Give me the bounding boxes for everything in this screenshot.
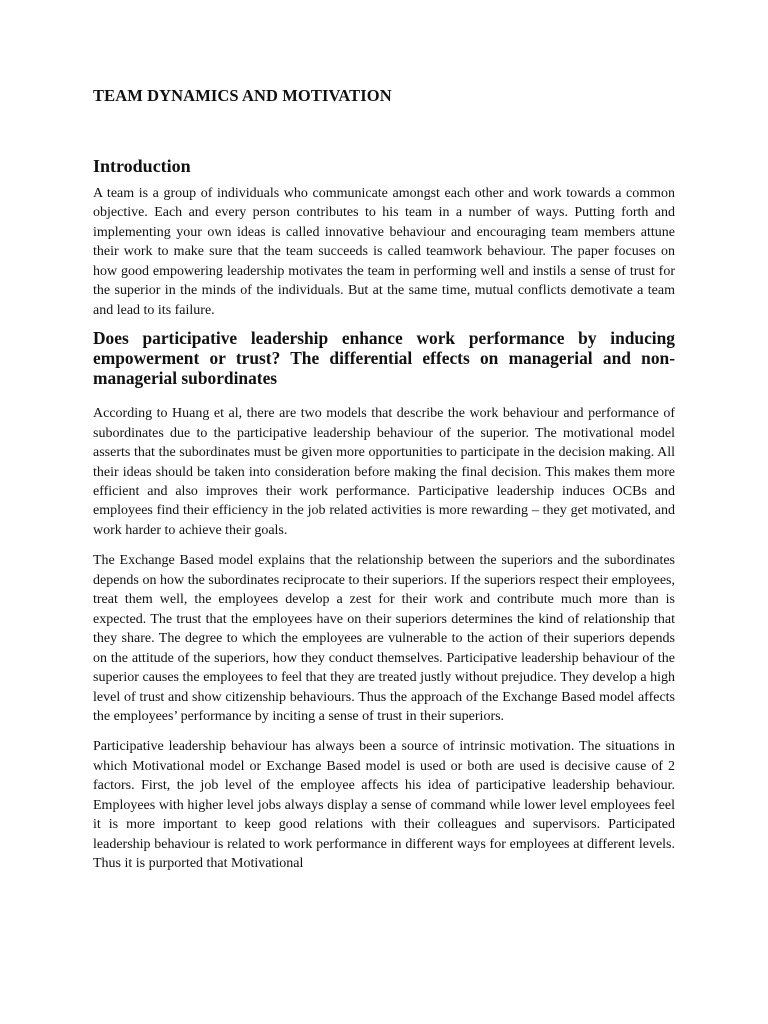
study-paragraph-exchange-model: The Exchange Based model explains that the relationship between the superiors and the subordinates depends on how the subordinates reciprocate to their superiors. If the superiors respect their employees, treat them well, the employees develop a zest for their work and contribute much more than is expected. The trust that the employees have on their superiors determines the kind of relationship that they share. The degree to which the employees are vulnerable to the action of their superiors depends on the attitude of the superiors, how they conduct themselves. Participative leadership behaviour of the superior causes the employees to feel that they are treated justly without prejudice. They develop a high level of trust and show citizenship behaviours. Thus the approach of the Exchange Based model affects the employees’ performance by inciting a sense of trust in their superiors. bbox=[93, 553, 675, 724]
study-heading: Does participative leadership enhance work performance by inducing empowerment or trust? The differential effects on managerial and non-managerial subordinates bbox=[93, 328, 675, 389]
study-paragraph-intrinsic-motivation: Participative leadership behaviour has always been a source of intrinsic motivation. The situations in which Motivational model or Exchange Based model is used or both are used is decisive cause of 2 factors. First, the job level of the employee affects his idea of participative leadership behaviour. Employees with higher level jobs always display a sense of command while lower level employees feel it is more important to keep good relations with their colleagues and supervisors. Participated leadership behaviour is related to work performance in different ways for employees at different levels. Thus it is purported that Motivational bbox=[93, 739, 675, 872]
document-page bbox=[93, 84, 675, 874]
document-title: TEAM DYNAMICS AND MOTIVATION bbox=[93, 86, 392, 105]
study-paragraph-models: According to Huang et al, there are two models that describe the work behaviour and performance of subordinates due to the participative leadership behaviour of the superior. The motivational model asserts that the subordinates must be given more opportunities to participate in the decision making. All their ideas should be taken into consideration before making the final decision. This makes them more efficient and also improves their work performance. Participative leadership induces OCBs and employees find their efficiency in the job related activities is more rewarding – they get motivated, and work harder to achieve their goals. bbox=[93, 406, 675, 538]
introduction-heading: Introduction bbox=[93, 156, 191, 176]
introduction-paragraph: A team is a group of individuals who communicate amongst each other and work towards a common objective. Each and every person contributes to his team in a number of ways. Putting forth and implementing your own ideas is called innovative behaviour and encouraging team members attune their work to make sure that the team succeeds is called teamwork behaviour. The paper focuses on how good empowering leadership motivates the team in performing well and instils a sense of trust for the superior in the minds of the individuals. But at the same time, mutual conflicts demotivate a team and lead to its failure. bbox=[93, 186, 675, 318]
